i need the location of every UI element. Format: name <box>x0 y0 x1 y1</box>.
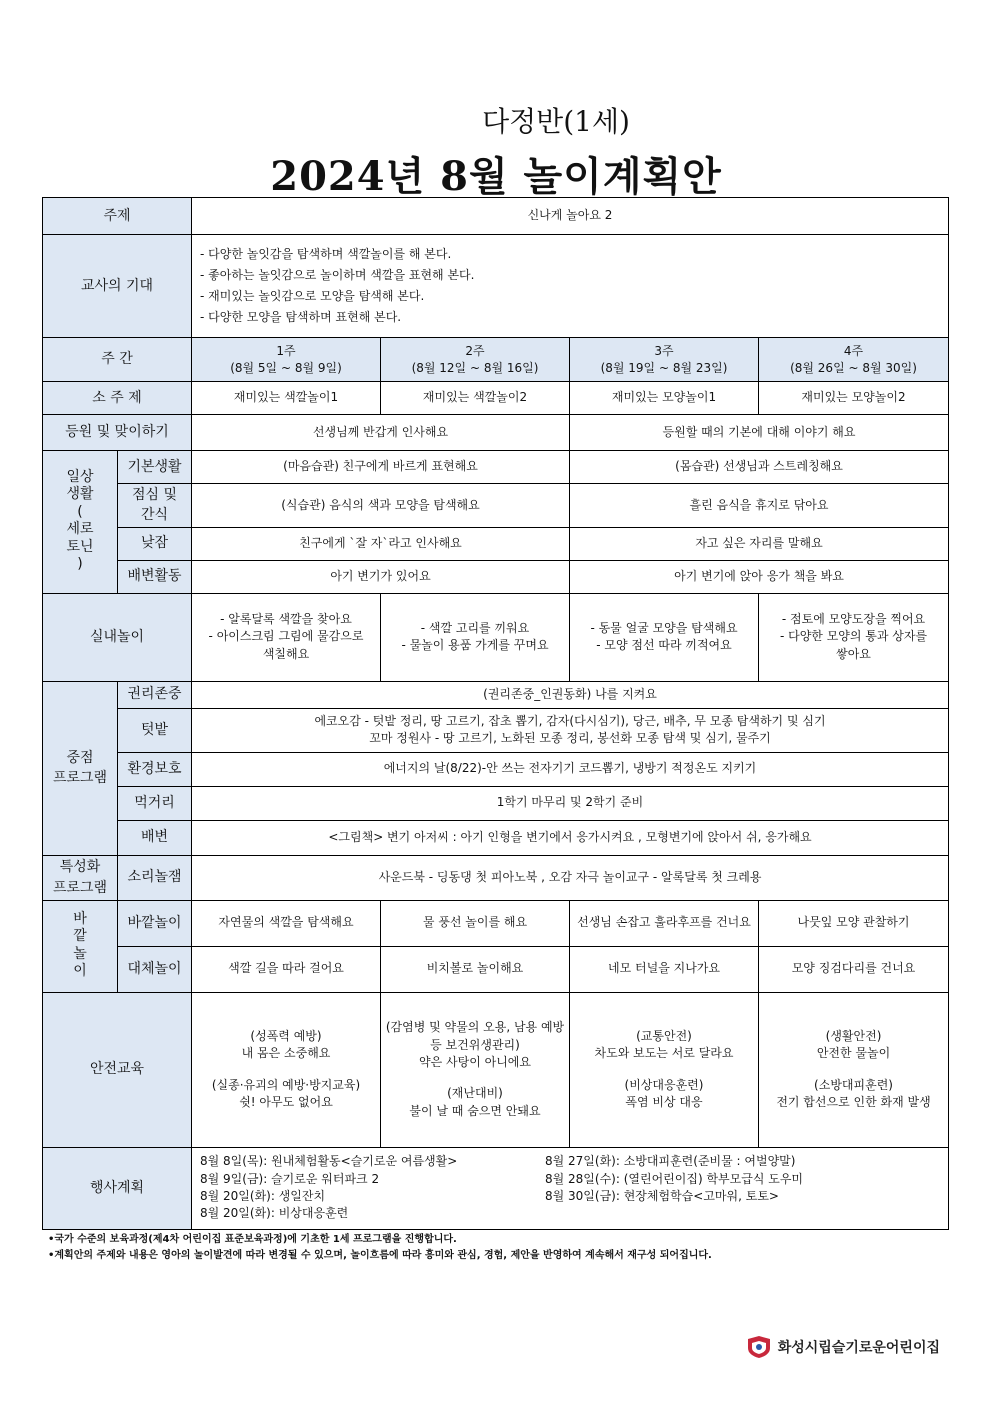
outdoor-cell: 네모 터널을 지나가요 <box>570 946 759 992</box>
special-group-label: 특성화 프로그램 <box>43 855 118 900</box>
special-label: 소리놀잼 <box>118 855 192 900</box>
expectation-label: 교사의 기대 <box>43 235 192 338</box>
subtopic-cell: 재미있는 모양놀이1 <box>570 382 759 415</box>
footnote: •국가 수준의 보육과정(제4차 어린이집 표준보육과정)에 기초한 1세 프로그램을 진행합니다. <box>48 1234 457 1245</box>
focus-label: 텃밭 <box>118 708 192 752</box>
routine-a: 아기 변기가 있어요 <box>192 560 570 593</box>
safety-topic: (교통안전) <box>636 1028 692 1043</box>
weeks-label: 주 간 <box>43 338 192 382</box>
events-left-column <box>200 1153 545 1223</box>
event-item: 8월 9일(금): 슬기로운 워터파크 2 <box>200 1171 380 1186</box>
focus-line: (권리존중_인권동화) 나를 지켜요 <box>483 686 657 701</box>
focus-label: 먹거리 <box>118 786 192 820</box>
expectation-line: - 다양한 놀잇감을 탐색하며 색깔놀이를 해 본다. <box>200 247 452 261</box>
focus-label: 권리존중 <box>118 681 192 708</box>
safety-topic: (재난대비) <box>447 1086 503 1101</box>
routine-b: 흘린 음식을 휴지로 닦아요 <box>570 484 949 528</box>
routine-b: 아기 변기에 앉아 응가 책을 봐요 <box>570 560 949 593</box>
focus-value <box>192 752 949 786</box>
focus-row <box>43 752 949 786</box>
focus-row <box>43 708 949 752</box>
event-item: 8월 20일(화): 생일잔치 <box>200 1189 326 1204</box>
safety-cell <box>759 992 949 1147</box>
event-item: 8월 30일(금): 현장체험학습<고마워, 토토> <box>545 1189 779 1204</box>
play-plan-table <box>42 197 949 1230</box>
focus-row <box>43 820 949 855</box>
safety-text: 불이 날 때 숨으면 안돼요 <box>409 1103 541 1118</box>
focus-label: 환경보호 <box>118 752 192 786</box>
daycare-logo <box>746 1335 940 1359</box>
indoor-line: - 모양 점선 따라 끼적여요 <box>596 638 732 653</box>
indoor-line: - 동물 얼굴 모양을 탐색해요 <box>590 620 738 635</box>
focus-line: 1학기 마무리 및 2학기 준비 <box>496 795 644 810</box>
events-row <box>43 1147 949 1229</box>
arrival-a: 선생님께 반갑게 인사해요 <box>192 415 570 451</box>
indoor-line: - 물놀이 용품 가게를 꾸며요 <box>401 638 549 653</box>
week-header <box>570 338 759 382</box>
school-emblem-icon <box>746 1335 772 1359</box>
outdoor-cell: 물 풍선 놀이를 해요 <box>381 900 570 946</box>
safety-topic: (소방대피훈련) <box>814 1077 893 1092</box>
weeks-row <box>43 338 949 382</box>
expectation-line: - 좋아하는 놀잇감으로 놀이하며 색깔을 표현해 본다. <box>200 268 475 282</box>
focus-row <box>43 786 949 820</box>
routine-group-label <box>43 451 118 594</box>
indoor-label: 실내놀이 <box>43 593 192 681</box>
focus-value <box>192 708 949 752</box>
indoor-cell <box>192 593 381 681</box>
safety-topic: (성폭력 예방) <box>250 1028 322 1043</box>
outdoor-cell: 비치볼로 놀이해요 <box>381 946 570 992</box>
focus-line: 꼬마 정원사 - 땅 고르기, 노화된 모종 정리, 봉선화 모종 탐색 및 심기, 물주기 <box>369 731 771 746</box>
event-item: 8월 8일(목): 원내체험활동<슬기로운 여름생활> <box>200 1154 458 1169</box>
focus-line: 에너지의 날(8/22)-안 쓰는 전자기기 코드뽑기, 냉방기 적정온도 지키기 <box>383 761 757 776</box>
expectation-row <box>43 235 949 338</box>
safety-cell <box>381 992 570 1147</box>
routine-b: (몸습관) 선생님과 스트레칭해요 <box>570 451 949 484</box>
routine-a: 친구에게 `잘 자`라고 인사해요 <box>192 527 570 560</box>
outdoor-cell: 선생님 손잡고 훌라후프를 건너요 <box>570 900 759 946</box>
outdoor-cell: 나뭇잎 모양 관찰하기 <box>759 900 949 946</box>
event-item: 8월 20일(화): 비상대응훈련 <box>200 1206 349 1221</box>
focus-line: <그림책> 변기 아저씨 : 아기 인형을 변기에서 응가시켜요 , 모형변기에 앉아서 쉬, 응가해요 <box>328 829 812 844</box>
week-name: 2주 <box>465 343 485 358</box>
focus-row <box>43 681 949 708</box>
focus-value <box>192 820 949 855</box>
indoor-line: - 색깔 고리를 끼워요 <box>420 620 530 635</box>
subtopic-cell: 재미있는 색깔놀이1 <box>192 382 381 415</box>
routine-a: (마음습관) 친구에게 바르게 표현해요 <box>192 451 570 484</box>
outdoor-cell: 자연물의 색깔을 탐색해요 <box>192 900 381 946</box>
routine-a: (식습관) 음식의 색과 모양을 탐색해요 <box>192 484 570 528</box>
routine-label: 점심 및 간식 <box>118 484 192 528</box>
daycare-name: 화성시립슬기로운어린이집 <box>777 1340 940 1356</box>
outdoor-row <box>43 946 949 992</box>
routine-row <box>43 560 949 593</box>
focus-line: 에코오감 - 텃밭 정리, 땅 고르기, 잡초 뽑기, 감자(다시심기), 당근, 배추, 무 모종 탐색하기 및 심기 <box>314 713 826 728</box>
outdoor-label: 바깥놀이 <box>118 900 192 946</box>
safety-label: 안전교육 <box>43 992 192 1147</box>
subtopic-cell: 재미있는 모양놀이2 <box>759 382 949 415</box>
routine-b: 자고 싶은 자리를 말해요 <box>570 527 949 560</box>
arrival-b: 등원할 때의 기본에 대해 이야기 해요 <box>570 415 949 451</box>
indoor-cell <box>381 593 570 681</box>
routine-row <box>43 451 949 484</box>
event-item: 8월 27일(화): 소방대피훈련(준비물 : 여벌양말) <box>545 1154 796 1169</box>
theme-label: 주제 <box>43 198 192 235</box>
week-range: (8월 12일 ~ 8월 16일) <box>411 360 539 375</box>
indoor-line: - 점토에 모양도장을 찍어요 <box>781 612 926 626</box>
week-header <box>759 338 949 382</box>
expectation-line: - 재미있는 놀잇감으로 모양을 탐색해 본다. <box>200 289 425 303</box>
routine-label: 낮잠 <box>118 527 192 560</box>
subtopic-row <box>43 382 949 415</box>
safety-topic: (비상대응훈련) <box>624 1077 704 1092</box>
indoor-row <box>43 593 949 681</box>
expectation-list <box>192 235 949 338</box>
outdoor-group-text: 바 깥 놀 이 <box>73 910 87 980</box>
week-header <box>192 338 381 382</box>
outdoor-label: 대체놀이 <box>118 946 192 992</box>
events-right-column <box>545 1153 803 1223</box>
subtopic-label: 소 주 제 <box>43 382 192 415</box>
week-range: (8월 19일 ~ 8월 23일) <box>600 360 728 375</box>
indoor-line: - 다양한 모양의 통과 상자를 쌓아요 <box>779 629 928 661</box>
focus-label: 배변 <box>118 820 192 855</box>
outdoor-row <box>43 900 949 946</box>
safety-text: 폭염 비상 대응 <box>625 1094 703 1109</box>
safety-row <box>43 992 949 1147</box>
safety-topic: (생활안전) <box>825 1028 882 1043</box>
events-cell <box>192 1147 949 1229</box>
special-value: 사운드북 - 딩동댕 첫 피아노북 , 오감 자극 놀이교구 - 알록달록 첫 크레용 <box>192 855 949 900</box>
outdoor-cell: 모양 징검다리를 건너요 <box>759 946 949 992</box>
routine-label: 기본생활 <box>118 451 192 484</box>
safety-text: 안전한 물놀이 <box>816 1046 891 1061</box>
event-item: 8월 28일(수): (열린어린이집) 학부모급식 도우미 <box>545 1171 803 1186</box>
focus-value <box>192 681 949 708</box>
safety-cell <box>570 992 759 1147</box>
expectation-line: - 다양한 모양을 탐색하며 표현해 본다. <box>200 310 402 324</box>
week-range: (8월 5일 ~ 8월 9일) <box>230 360 342 375</box>
theme-row <box>43 198 949 235</box>
week-range: (8월 26일 ~ 8월 30일) <box>790 360 917 375</box>
arrival-label: 등원 및 맞이하기 <box>43 415 192 451</box>
indoor-line: - 알록달록 색깔을 찾아요 <box>220 612 352 626</box>
special-row <box>43 855 949 900</box>
events-label: 행사계획 <box>43 1147 192 1229</box>
theme-value: 신나게 놀아요 2 <box>192 198 949 235</box>
safety-text: 내 몸은 소중해요 <box>241 1046 331 1061</box>
safety-cell <box>192 992 381 1147</box>
week-name: 3주 <box>654 343 674 358</box>
arrival-row <box>43 415 949 451</box>
routine-group-text: 일상 생활 ( 세로 토닌 ) <box>66 468 94 573</box>
safety-topic: (실종·유괴의 예방·방지교육) <box>211 1077 361 1092</box>
indoor-cell <box>759 593 949 681</box>
outdoor-group-label <box>43 900 118 992</box>
routine-row <box>43 527 949 560</box>
week-header <box>381 338 570 382</box>
routine-row <box>43 484 949 528</box>
indoor-line: - 아이스크림 그림에 물감으로 색칠해요 <box>208 629 364 661</box>
class-name: 다정반(1세) <box>482 105 630 138</box>
footnote: •계획안의 주제와 내용은 영아의 놀이발견에 따라 변경될 수 있으며, 놀이흐름에 따라 흥미와 관심, 경험, 제안을 반영하여 계속해서 재구성 되어집니다. <box>48 1250 712 1261</box>
safety-text: 쉿! 아무도 없어요 <box>239 1094 333 1109</box>
safety-text: 차도와 보도는 서로 달라요 <box>594 1046 734 1061</box>
outdoor-cell: 색깔 길을 따라 걸어요 <box>192 946 381 992</box>
safety-topic: (감염병 및 약물의 오용, 남용 예방 등 보건위생관리) <box>385 1020 565 1052</box>
routine-label: 배변활동 <box>118 560 192 593</box>
week-name: 1주 <box>276 343 296 358</box>
safety-text: 전기 합선으로 인한 화재 발생 <box>776 1094 931 1109</box>
week-name: 4주 <box>843 343 864 358</box>
focus-value <box>192 786 949 820</box>
safety-text: 약은 사탕이 아니에요 <box>419 1054 531 1069</box>
subtopic-cell: 재미있는 색깔놀이2 <box>381 382 570 415</box>
indoor-cell <box>570 593 759 681</box>
focus-group-label: 중점 프로그램 <box>43 681 118 855</box>
page-title: 2024년 8월 놀이계획안 <box>270 153 722 200</box>
